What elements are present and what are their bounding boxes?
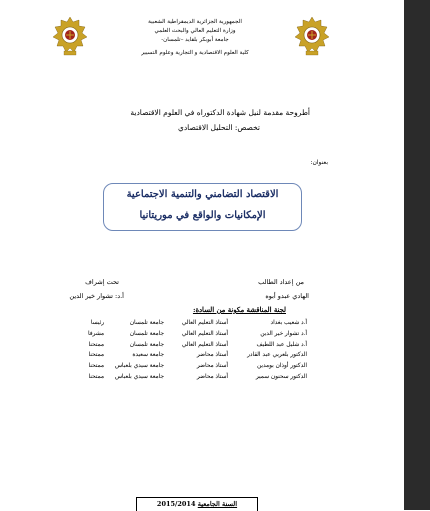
header-faculty: كلية العلوم الاقتصادية و التجارية وعلوم التسيير [141, 50, 249, 56]
subject-label: بعنوان: [310, 159, 328, 166]
header-university: جامعة أبوبكر بلقايد –تلمسان- [161, 37, 229, 43]
committee-role: مشرفا [87, 330, 104, 337]
committee-rank: أستاذ التعليم العالي [181, 341, 228, 348]
supervision-label: تحت إشراف [85, 278, 119, 286]
committee-university: جامعة تلمسان [129, 330, 164, 337]
committee-university: جامعة سيدي بلعباس [114, 363, 164, 370]
committee-name: الدكتور سحنون سمير [255, 374, 307, 380]
committee-role: ممتحنا [88, 341, 104, 348]
committee-heading: لجنة المناقشة مكونة من السادة: [192, 306, 286, 314]
committee-role: ممتحنا [88, 352, 104, 359]
committee-rank: أستاذ محاضر [196, 363, 228, 370]
committee-university: جامعة تلمسان [129, 341, 164, 348]
academic-year-value: 2015/2014 [156, 500, 196, 508]
committee-rank: أستاذ التعليم العالي [181, 330, 228, 337]
academic-year-label: السنة الجامعية [197, 500, 238, 508]
committee-name: الدكتور بلعربي عبد القادر [247, 352, 307, 359]
thesis-title-line-2: الإمكانيات والواقع في موريتانيا [139, 210, 266, 221]
committee-rank: أستاذ محاضر [196, 352, 228, 359]
thesis-title-line-1: الاقتصاد التضامني والتنمية الاجتماعية [126, 189, 279, 200]
committee-role: رئيسا [90, 320, 104, 326]
committee-university: جامعة سعيدة [132, 352, 164, 359]
committee-university: جامعة تلمسان [129, 320, 164, 326]
university-emblem-right [294, 16, 330, 56]
committee-university: جامعة سيدي بلعباس [114, 374, 164, 380]
committee-rank: أستاذ محاضر [196, 374, 228, 380]
viewer-sidebar [404, 0, 430, 510]
committee-name: أ.د تشوار خير الدين [260, 330, 307, 337]
committee-rank: أستاذ التعليم العالي [181, 320, 228, 326]
university-emblem-left [52, 16, 88, 56]
prepared-by-label: من إعداد الطالب [258, 278, 304, 286]
thesis-specialty: تخصص: التحليل الاقتصادي [177, 123, 260, 132]
academic-year-box [136, 497, 258, 511]
header-republic: الجمهورية الجزائرية الديمقراطية الشعبية [148, 19, 242, 25]
committee-role: ممتحنا [88, 363, 104, 370]
supervisor-name: أ.د: تشوار خير الدين [69, 292, 124, 300]
committee-role: ممتحنا [88, 374, 104, 380]
thesis-description: أطروحة مقدمة لنيل شهادة الدكتوراه في العلوم الاقتصادية [130, 108, 310, 117]
committee-name: الدكتور أوذان بومدين [256, 363, 307, 370]
header-ministry: وزارة التعليم العالي والبحث العلمي [154, 28, 236, 34]
committee-name: أ.د شعيب بغداد [270, 320, 307, 326]
student-name: الهادي عبدو أبوه [265, 292, 309, 300]
committee-name: أ.د شليل عبد اللطيف [256, 341, 307, 348]
thesis-title-box [103, 183, 302, 231]
